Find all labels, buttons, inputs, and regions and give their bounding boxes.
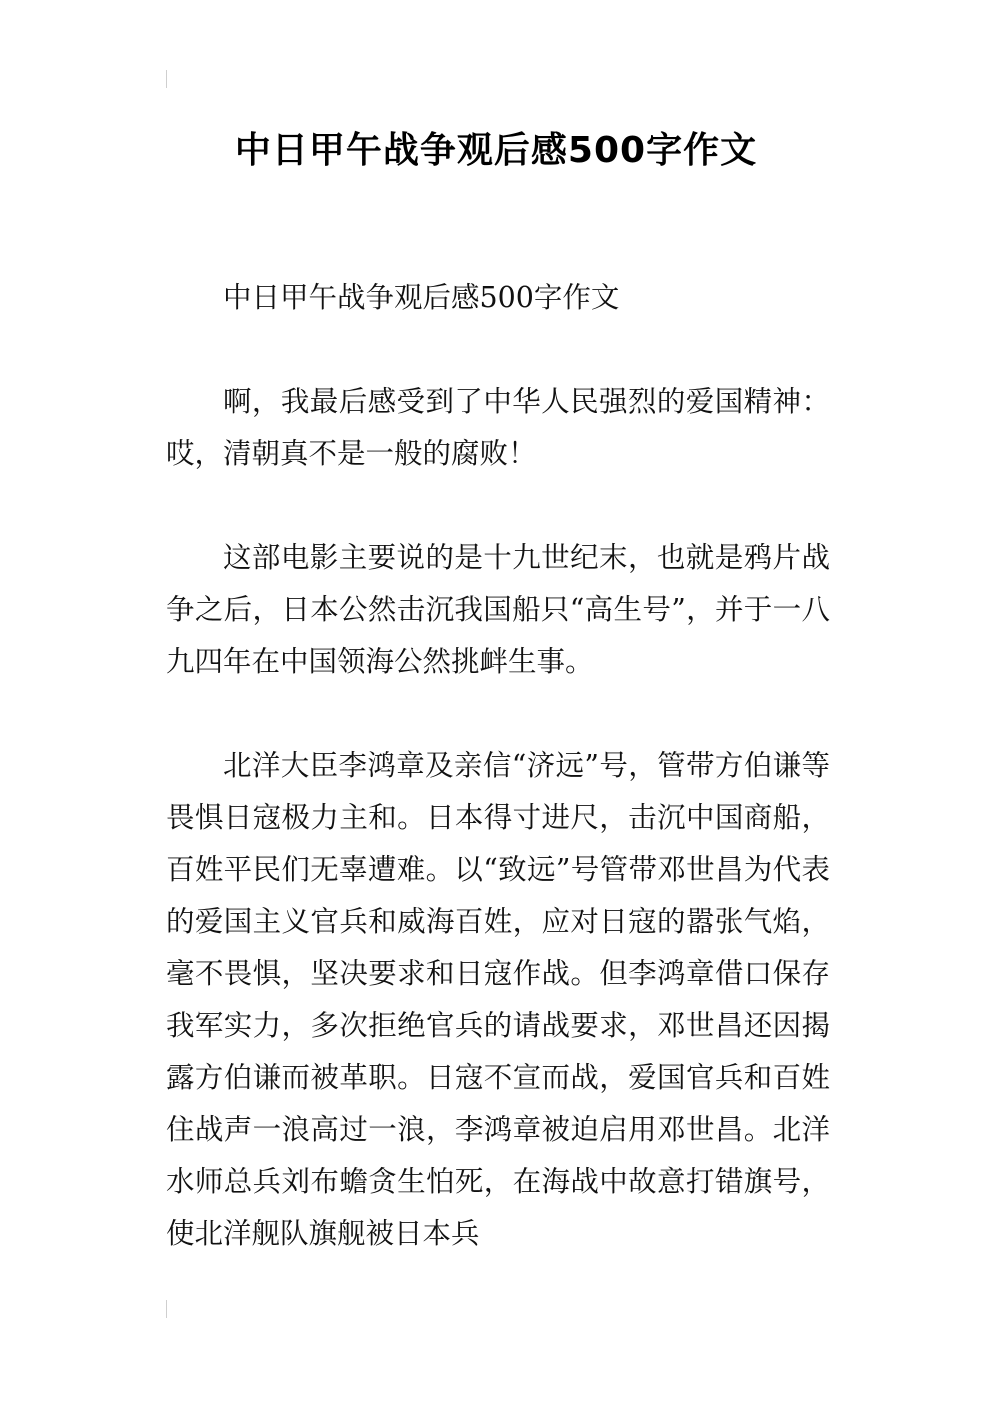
paragraph-3: 北洋大臣李鸿章及亲信“济远”号，管带方伯谦等畏惧日寇极力主和。日本得寸进尺，击沉中国商船，百姓平民们无辜遭难。以“致远”号管带邓世昌为代表的爱国主义官兵和威海百姓，应对日寇的嚣张气焰，毫不畏惧，坚决要求和日寇作战。但李鸿章借口保存我军实力，多次拒绝官兵的请战要求，邓世昌还因揭露方伯谦而被革职。日寇不宣而战，爱国官兵和百姓住战声一浪高过一浪，李鸿章被迫启用邓世昌。北洋水师总兵刘布蟾贪生怕死，在海战中故意打错旗号，使北洋舰队旗舰被日本兵 <box>166 749 830 1250</box>
paragraph-1: 啊，我最后感受到了中华人民强烈的爱国精神：哎，清朝真不是一般的腐败！ <box>166 385 830 470</box>
document-subtitle: 中日甲午战争观后感500字作文 <box>223 281 620 314</box>
document-body <box>166 272 830 1260</box>
page-corner-mark-bottom <box>166 1300 167 1318</box>
page-corner-mark-top <box>166 70 167 88</box>
document-title: 中日甲午战争观后感500字作文 <box>234 130 758 171</box>
paragraph-2: 这部电影主要说的是十九世纪末，也就是鸦片战争之后，日本公然击沉我国船只“高生号”，并于一八九四年在中国领海公然挑衅生事。 <box>166 541 830 678</box>
